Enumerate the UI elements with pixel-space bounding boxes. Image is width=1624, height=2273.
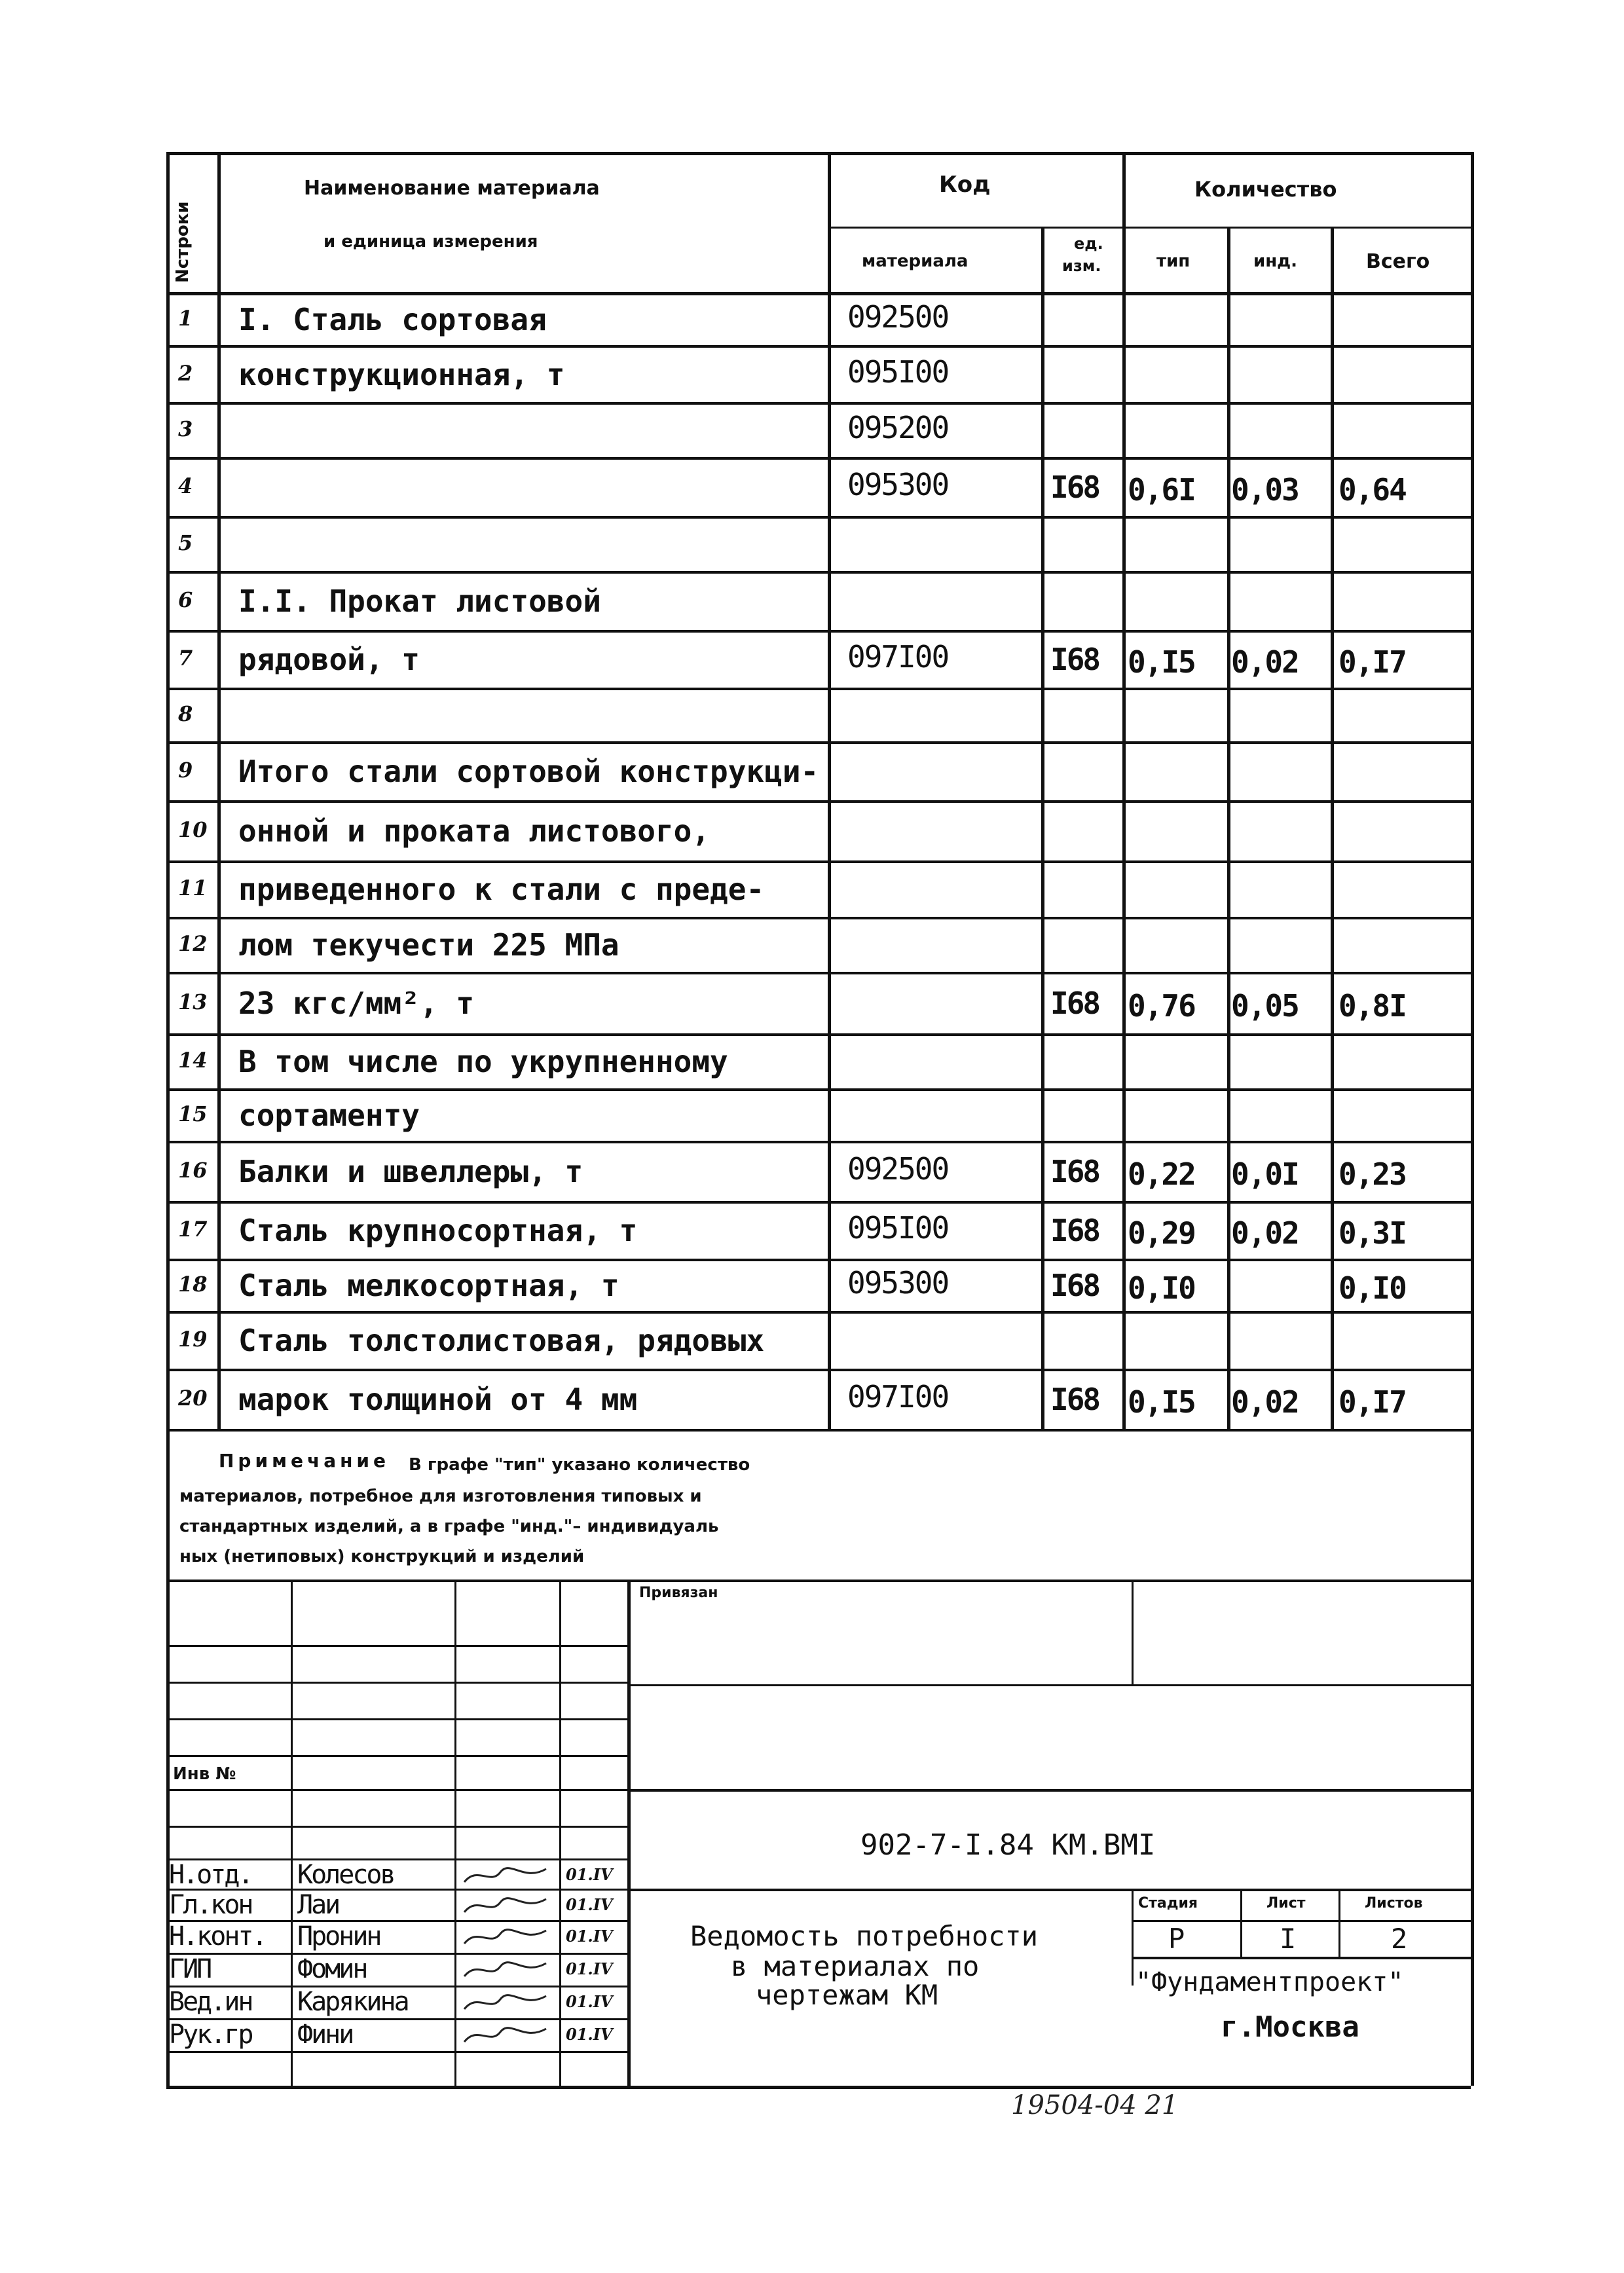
doc-code: 902-7-I.84 КМ.ВМI [860,1828,1156,1862]
column-rule [1041,227,1044,1432]
table-top-rule [166,152,1471,155]
table-row [166,402,1471,457]
stamp-date: 01.IV [566,1895,613,1914]
row-number: 5 [178,530,193,555]
material-code: 095200 [847,410,949,445]
row-number: 9 [178,758,193,783]
stamp-top-rule [166,1580,1471,1582]
stage-rule [1338,1889,1340,1920]
name-header-line2: и единица измерения [323,232,538,251]
row-number: 15 [178,1101,208,1126]
material-code: 095I00 [847,354,949,390]
stamp-left-rule [166,1645,627,1647]
sheet-value: I [1280,1923,1297,1955]
qty-type: 0,I5 [1128,644,1195,680]
doc-title-line3: чертежам КМ [756,1979,938,2011]
code-material-header: материала [862,251,969,271]
stamp-divider [627,1580,631,2086]
privyazan-label: Привязан [639,1585,718,1601]
stamp-left-rule [166,1755,627,1757]
header-sub-rule [828,227,1471,229]
unit-code: I68 [1050,1268,1099,1303]
material-name: Сталь крупносортная, т [238,1213,638,1248]
signature [461,1957,553,1988]
row-number: 16 [178,1158,208,1183]
stage-rule [1240,1920,1242,1957]
row-number: 12 [178,931,208,956]
qty-ind: 0,02 [1231,1384,1299,1420]
unit-code: I68 [1050,1213,1099,1248]
unit-header-line2: изм. [1062,257,1101,275]
archive-number: 19504-04 21 [1011,2090,1179,2120]
row-number: 3 [178,416,193,441]
material-name: приведенного к стали с преде- [238,872,765,907]
signature [461,1989,553,2021]
qty-total: 0,23 [1338,1156,1406,1192]
sheets-value: 2 [1391,1923,1408,1955]
doc-title-line2: в материалах по [731,1950,980,1982]
note-label: Примечание [219,1450,390,1471]
stamp-privyazan-divider [1132,1580,1134,1684]
signature [461,1862,553,1894]
row-number-header: Nстроки [173,201,193,283]
stage-rule [1132,1889,1134,1986]
qty-ind: 0,0I [1231,1156,1299,1192]
stamp-date: 01.IV [566,1865,613,1884]
stamp-date: 01.IV [566,1927,613,1946]
document-frame [166,152,1493,2120]
stamp-role: Рук.гр [169,2020,252,2050]
qty-total: 0,3I [1338,1215,1406,1251]
qty-ind: 0,05 [1231,988,1299,1024]
qty-ind: 0,02 [1231,644,1299,680]
sheets-label: Листов [1365,1895,1423,1912]
stamp-date: 01.IV [566,1959,613,1978]
material-name: Итого стали сортовой конструкци- [238,754,819,789]
signature [461,1893,553,1924]
stamp-left-rule [166,1826,627,1828]
stamp-name: Фомин [297,1954,367,1984]
stamp-right-rule [627,1889,1471,1891]
material-name: Сталь мелкосортная, т [238,1268,619,1303]
type-header: тип [1156,251,1190,271]
stage-label: Стадия [1138,1895,1198,1912]
stamp-name: Лаи [297,1890,339,1920]
row-number: 2 [178,360,193,386]
material-code: 095300 [847,1265,949,1301]
row-number: 10 [178,817,208,842]
material-name: марок толщиной от 4 мм [238,1382,638,1417]
stamp-col-rule [454,1580,456,2086]
row-number: 13 [178,989,208,1014]
material-code: 097I00 [847,1379,949,1414]
stamp-role: Гл.кон [169,1890,252,1920]
stamp-role: Н.отд. [169,1860,252,1890]
sheet-label: Лист [1266,1895,1306,1912]
qty-type: 0,29 [1128,1215,1195,1251]
row-number: 19 [178,1327,208,1352]
material-name: онной и проката листового, [238,813,710,849]
material-name: В том числе по укрупненному [238,1044,728,1079]
qty-type: 0,I0 [1128,1270,1195,1306]
column-rule [166,152,170,1432]
signature [461,1924,553,1955]
qty-total: 0,I0 [1338,1270,1406,1306]
stamp-name: Карякина [297,1987,408,2017]
row-number: 20 [178,1386,208,1411]
column-rule [828,152,831,1432]
material-name: I. Сталь сортовая [238,301,547,337]
note-line-3: стандартных изделий, а в графе "инд."– индивидуаль [179,1517,719,1536]
note-line-1: В графе "тип" указано количество [409,1455,750,1475]
stage-rule [1132,1957,1471,1959]
row-number: 4 [178,473,193,498]
row-number: 7 [178,646,193,671]
column-rule [217,152,221,1432]
stamp-left-rule [166,2051,627,2053]
material-name: сортаменту [238,1098,420,1133]
stamp-right-rule [627,1684,1471,1686]
stamp-role: ГИП [169,1954,211,1984]
material-code: 092500 [847,299,949,335]
stamp-role: Вед.ин [169,1987,252,2017]
stamp-name: Пронин [297,1921,380,1951]
stamp-date: 01.IV [566,2025,613,2044]
stamp-name: Фини [297,2020,353,2050]
qty-ind: 0,02 [1231,1215,1299,1251]
stage-rule [1338,1920,1340,1957]
note-line-2: материалов, потребное для изготовления типовых и [179,1487,702,1506]
stamp-bottom-rule [166,2086,1471,2089]
org-name: "Фундаментпроект" [1135,1967,1404,1997]
stage-rule [1240,1889,1242,1920]
unit-code: I68 [1050,986,1099,1021]
material-code: 095I00 [847,1210,949,1246]
qty-type: 0,6I [1128,472,1195,508]
unit-code: I68 [1050,642,1099,677]
qty-header: Количество [1194,177,1337,202]
row-number: 18 [178,1272,208,1297]
material-name: Балки и швеллеры, т [238,1154,583,1189]
stamp-col-rule [291,1580,293,2086]
row-number: 17 [178,1217,208,1242]
stamp-role: Н.конт. [169,1921,266,1951]
org-city: г.Москва [1221,2010,1359,2044]
stamp-right-rule [627,1789,1471,1792]
stamp-left-rule [166,1682,627,1684]
signature [461,2022,553,2054]
material-name: рядовой, т [238,642,420,677]
stamp-date: 01.IV [566,1992,613,2011]
material-code: 097I00 [847,639,949,675]
unit-code: I68 [1050,1382,1099,1417]
row-number: 14 [178,1048,208,1073]
material-name: Сталь толстолистовая, рядовых [238,1323,765,1358]
column-rule [1122,152,1126,1432]
qty-type: 0,22 [1128,1156,1195,1192]
name-header-line1: Наименование материала [304,177,600,200]
material-code: 092500 [847,1151,949,1187]
row-number: 6 [178,587,193,612]
stamp-left-rule [166,1718,627,1720]
stage-rule [1132,1920,1471,1922]
material-name: I.I. Прокат листовой [238,583,601,619]
stamp-left-rule [166,1953,627,1955]
qty-total: 0,8I [1338,988,1406,1024]
column-rule [1331,227,1334,1432]
row-number: 1 [178,305,193,331]
qty-type: 0,I5 [1128,1384,1195,1420]
row-number: 8 [178,701,193,726]
table-row [166,516,1471,571]
stage-value: Р [1168,1923,1185,1955]
note-line-4: ных (нетиповых) конструкций и изделий [179,1547,585,1566]
qty-ind: 0,03 [1231,472,1299,508]
stamp-left-rule [166,1789,627,1791]
ind-header: инд. [1253,251,1298,271]
qty-type: 0,76 [1128,988,1195,1024]
stamp-name: Колесов [297,1860,394,1890]
unit-code: I68 [1050,1154,1099,1189]
material-name: конструкционная, т [238,356,565,392]
qty-total: 0,I7 [1338,1384,1406,1420]
total-header: Всего [1366,250,1430,273]
stamp-col-rule [559,1580,561,2086]
table-row [166,688,1471,741]
unit-header-line1: ед. [1074,234,1103,253]
code-header: Код [939,172,991,198]
qty-total: 0,64 [1338,472,1406,508]
material-name: лом текучести 225 МПа [238,927,619,963]
column-rule [1471,152,1474,1432]
material-code: 095300 [847,467,949,502]
inv-no-label: Инв № [173,1764,236,1784]
column-rule [1227,227,1230,1432]
row-number: 11 [178,876,208,900]
material-name: 23 кгс/мм², т [238,986,475,1021]
unit-code: I68 [1050,470,1099,505]
frame-right [1471,1429,1474,2086]
doc-title-line1: Ведомость потребности [690,1920,1039,1952]
qty-total: 0,I7 [1338,644,1406,680]
row-rule [166,1429,1471,1432]
